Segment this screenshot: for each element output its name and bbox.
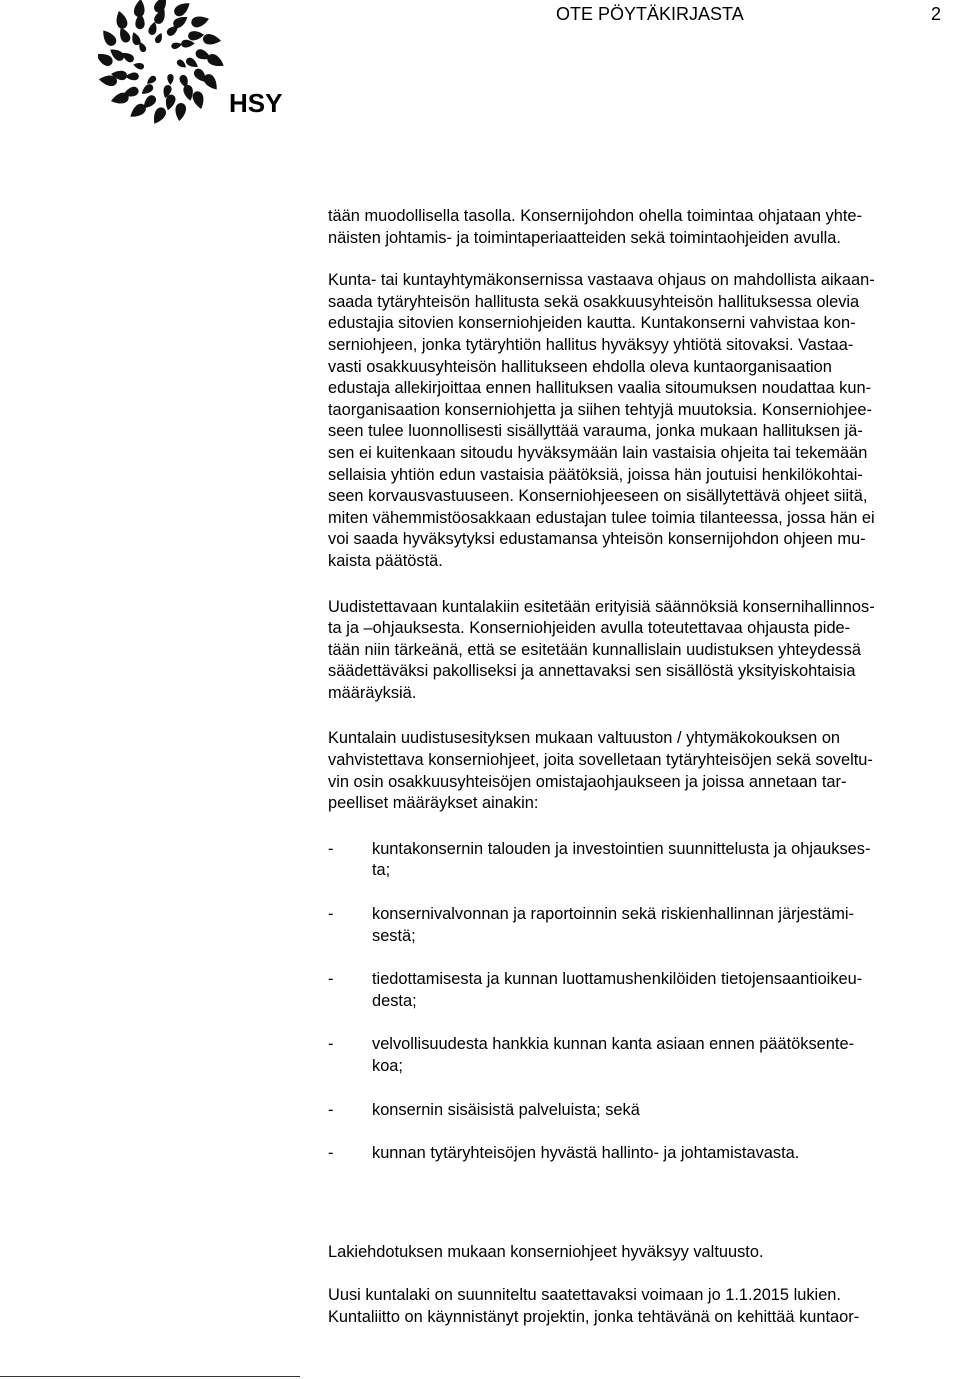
list-item-text: tiedottamisesta ja kunnan luottamushenkilöiden tietojensaantioikeu- desta; xyxy=(372,970,863,1010)
logo-drop xyxy=(150,105,168,126)
requirements-list xyxy=(328,839,940,1165)
list-item xyxy=(328,1143,940,1165)
page-number: 2 xyxy=(931,4,942,24)
logo-drop xyxy=(176,58,188,70)
closing-paragraph-1: Lakiehdotuksen mukaan konserniohjeet hyväksyy valtuusto. xyxy=(328,1242,764,1261)
list-dash: - xyxy=(328,970,334,989)
logo-drop xyxy=(114,10,129,30)
list-item xyxy=(328,904,940,947)
logo-drop xyxy=(154,32,164,45)
list-dash: - xyxy=(328,905,334,924)
paragraph-2: Kunta- tai kuntayhtymäkonsernissa vastaava ohjaus on mahdollista aikaan- saada tytäryhteisön hallitusta sekä osakkuusyhteisön hallituksessa olevia edustajia sitovien konserniohjeiden kautta. Kuntakonserni vahvistaa kon- serniohjeen, jonka tytäryhtiön hallitus hyväksyy yhtiötä sitovaksi. Vastaa- vasti osakkuusyhteisön hallitukseen ehdolla oleva kuntaorganisaation edustaja allekirjoittaa ennen hallituksen vaalia sitoumuksen noudattaa kun- taorganisaation konserniohjetta ja siihen tehtyjä muutoksia. Konserniohjee- seen tulee luonnollisesti sisällyttää varauma, jonka mukaan hallituksen jä- sen ei kuitenkaan sitoudu hyväksymään lain vastaisia ohjeita tai tekemään sellaisia yhtiön edun vastaisia päätöksiä, joissa hän joutuisi henkilökohtai- seen korvausvastuuseen. Konserniohjeeseen on sisällytettävä ohjeet siitä, miten vähemmistöosakkaan edustajan tulee toimia tilanteessa, jossa hän ei voi saada hyväksytyksi edustamansa yhteisön konsernijohdon ohjeen mu- kaista päätöstä. xyxy=(328,271,875,570)
logo-drop xyxy=(174,102,187,121)
footer-rule xyxy=(0,1376,300,1377)
document-body xyxy=(328,206,940,1329)
paragraph-1: tään muodollisella tasolla. Konsernijohdon ohella toimintaa ohjataan yhte- näisten johtamis- ja toimintaperiaatteiden sekä toimintaohjeiden avulla. xyxy=(328,207,862,247)
logo-text: HSY xyxy=(229,88,283,118)
list-item-text: kuntakonsernin talouden ja investointien suunnittelusta ja ohjaukses- ta; xyxy=(372,839,871,880)
list-item-text: konsernin sisäisistä palveluista; sekä xyxy=(372,1100,640,1119)
logo-drop xyxy=(145,74,157,86)
logo-drop xyxy=(188,30,205,41)
logo-drop xyxy=(202,33,221,46)
hsy-logo-emblem-icon xyxy=(98,0,228,130)
logo-drop xyxy=(139,82,154,96)
logo-drop xyxy=(99,27,118,48)
list-item xyxy=(328,969,940,1012)
logo-drop xyxy=(117,26,132,45)
logo-drop xyxy=(184,56,200,70)
list-dash: - xyxy=(328,839,334,858)
list-item xyxy=(328,1034,940,1077)
closing-paragraph-2: Uusi kuntalaki on suunniteltu saatettavaksi voimaan jo 1.1.2015 lukien. Kuntaliitto on käynnistänyt projektin, jonka tehtävänä on kehittää kuntaor- xyxy=(328,1286,860,1326)
list-item-text: kunnan tytäryhteisöjen hyvästä hallinto- ja johtamistavasta. xyxy=(372,1144,800,1163)
hsy-logo xyxy=(98,0,278,140)
list-item xyxy=(328,839,940,882)
logo-drop xyxy=(133,62,145,71)
paragraph-3: Uudistettavaan kuntalakiin esitetään erityisiä säännöksiä konsernihallinnos- ta ja –ohjauksesta. Konserniohjeiden avulla toteutettavaa ohjausta pide- tään niin tärkeänä, että se esitetään kunnallislain uudistuksen yhteydessä säädettäväksi pakolliseksi ja annettavaksi sen sisällöstä yksityiskohtaisia määräyksiä. xyxy=(328,597,875,702)
list-item-text: konsernivalvonnan ja raportoinnin sekä riskienhallinnan järjestämi- sestä; xyxy=(372,905,854,945)
logo-drop xyxy=(190,14,210,29)
list-dash: - xyxy=(328,1035,334,1054)
list-dash: - xyxy=(328,1100,334,1119)
list-item-text: velvollisuudesta hankkia kunnan kanta asiaan ennen päätöksente- koa; xyxy=(372,1035,855,1075)
logo-drop xyxy=(181,39,195,47)
list-dash: - xyxy=(328,1144,334,1163)
logo-drop xyxy=(172,0,193,19)
list-item xyxy=(328,1100,940,1122)
document-header-title: OTE PÖYTÄKIRJASTA xyxy=(556,4,744,24)
paragraph-4: Kuntalain uudistusesityksen mukaan valtuuston / yhtymäkokouksen on vahvistettava konserniohjeet, joita sovelletaan tytäryhteisöjen sekä soveltu- vin osin osakkuusyhteisöjen omistajaohjaukseen ja joissa annetaan tar- peelliset määräykset ainakin: xyxy=(328,729,873,813)
logo-drop xyxy=(125,72,139,80)
logo-drop xyxy=(167,74,173,85)
logo-drop xyxy=(191,90,206,110)
logo-drop xyxy=(171,41,183,50)
